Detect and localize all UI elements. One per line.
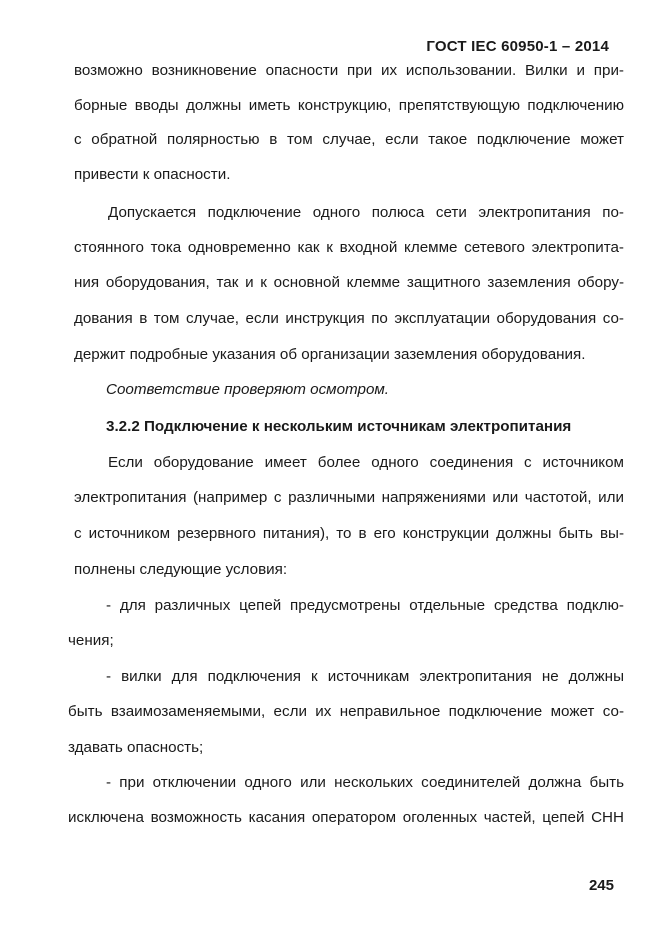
- section-heading: 3.2.2 Подключение к нескольким источникам электропитания: [106, 418, 572, 435]
- page-number: 245: [588, 877, 614, 894]
- list-item-line: - вилки для подключения к источникам электропитания не должны: [106, 668, 624, 685]
- text-line: полнены следующие условия:: [74, 561, 288, 578]
- conformity-check-line: Соответствие проверяют осмотром.: [106, 381, 390, 398]
- document-header: ГОСТ IEC 60950-1 – 2014: [426, 38, 609, 55]
- text-line: стоянного тока одновременно как к входной клемме сетевого электропита-: [74, 239, 624, 256]
- list-item-line: - для различных цепей предусмотрены отдельные средства подклю-: [106, 597, 624, 614]
- text-line: с обратной полярностью в том случае, если такое подключение может: [74, 131, 624, 148]
- text-line: электропитания (например с различными напряжениями или частотой, или: [74, 489, 624, 506]
- text-line: с источником резервного питания), то в его конструкции должны быть вы-: [74, 525, 624, 542]
- text-line: Допускается подключение одного полюса сети электропитания по-: [108, 204, 624, 221]
- list-item-line: здавать опасность;: [68, 739, 204, 756]
- text-line: Если оборудование имеет более одного соединения с источником: [108, 454, 624, 471]
- list-item-line: чения;: [68, 632, 114, 649]
- text-line: дования в том случае, если инструкция по эксплуатации оборудования со-: [74, 310, 624, 327]
- text-line: ния оборудования, так и к основной клемме защитного заземления обору-: [74, 274, 624, 291]
- text-line: борные вводы должны иметь конструкцию, препятствующую подключению: [74, 97, 624, 114]
- text-line: привести к опасности.: [74, 166, 231, 183]
- text-line: держит подробные указания об организации заземления оборудования.: [74, 346, 586, 363]
- list-item-line: исключена возможность касания оператором оголенных частей, цепей СНН: [68, 809, 624, 826]
- list-item-line: быть взаимозаменяемыми, если их неправильное подключение может со-: [68, 703, 624, 720]
- list-item-line: - при отключении одного или нескольких соединителей должна быть: [106, 774, 624, 791]
- text-line: возможно возникновение опасности при их использовании. Вилки и при-: [74, 62, 624, 79]
